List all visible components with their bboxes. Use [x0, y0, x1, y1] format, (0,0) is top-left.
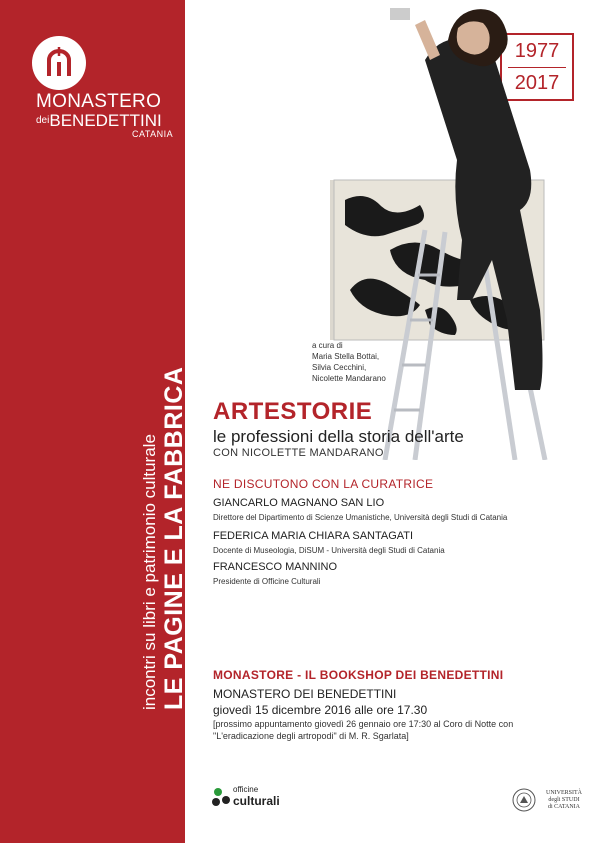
speaker-role: Direttore del Dipartimento di Scienze Umanistiche, Università degli Studi di Catania [213, 513, 508, 522]
university-name: UNIVERSITÀ degli STUDI di CATANIA [546, 790, 582, 810]
curator-name: Silvia Cecchini, [312, 363, 367, 372]
venue-place: MONASTERO DEI BENEDETTINI [213, 687, 397, 701]
next-event-note-cont: "L'eradicazione degli artropodi" di M. R. Sgarlata] [213, 731, 409, 741]
series-vertical-title [140, 366, 190, 710]
event-subtitle: le professioni della storia dell'arte [213, 427, 464, 446]
curators-credits [312, 340, 386, 384]
event-title: ARTESTORIE [213, 398, 373, 425]
speaker-name: FEDERICA MARIA CHIARA SANTAGATI [213, 530, 414, 542]
discussion-heading: NE DISCUTONO CON LA CURATRICE [213, 477, 434, 491]
next-event-note: [prossimo appuntamento giovedì 26 gennaio ore 17:30 al Coro di Notte con [213, 719, 514, 729]
woman-on-ladder-photo [330, 0, 600, 460]
curators-label: a cura di [312, 341, 343, 350]
curator-name: Maria Stella Bottai, [312, 352, 380, 361]
partner-name-line2: culturali [233, 794, 280, 808]
series-title: LE PAGINE E LA FABBRICA [160, 366, 188, 710]
speaker-role: Presidente di Officine Culturali [213, 577, 321, 586]
event-date: giovedì 15 dicembre 2016 alle ore 17.30 [213, 703, 428, 717]
partner-name-line1: officine [233, 785, 259, 794]
logo-line-monastero: MONASTERO [36, 91, 162, 112]
event-guest: CON NICOLETTE MANDARANO [213, 447, 384, 459]
speaker-name: FRANCESCO MANNINO [213, 561, 338, 573]
year-start: 1977 [514, 40, 560, 62]
curator-name: Nicolette Mandarano [312, 374, 386, 383]
logo-line-catania: CATANIA [132, 129, 174, 139]
monastery-logo-icon [32, 36, 86, 90]
speaker-role: Docente di Museologia, DiSUM - Università degli Studi di Catania [213, 546, 445, 555]
officine-culturali-logo-icon [212, 787, 232, 809]
series-subtitle: incontri su libri e patrimonio culturale [140, 434, 159, 710]
logo-line-benedettini: deiBENEDETTINI [36, 111, 162, 130]
university-seal-icon [512, 788, 536, 812]
speaker-name: GIANCARLO MAGNANO SAN LIO [213, 497, 385, 509]
venue-name: MONASTORE - IL BOOKSHOP DEI BENEDETTINI [213, 668, 504, 682]
year-end: 2017 [514, 72, 560, 94]
